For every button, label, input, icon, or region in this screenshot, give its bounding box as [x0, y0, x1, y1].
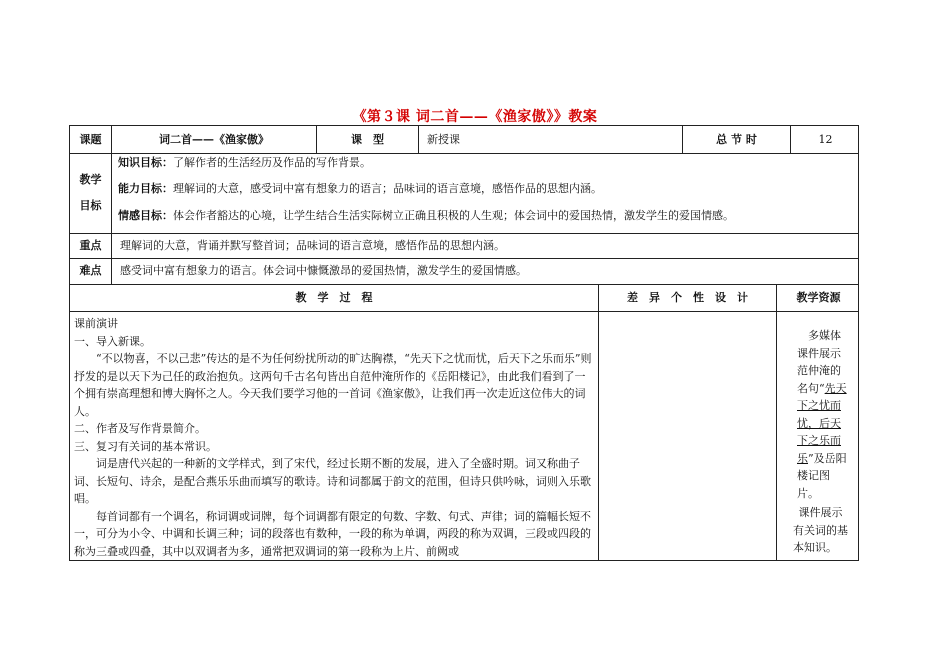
- type-value: [419, 126, 683, 153]
- ability-objective: 能力目标：理解词的大意，感受词中富有想象力的语言；品味词的语言意境，感悟作品的思想内涵。: [118, 182, 602, 195]
- process-column-header: 教 学 过 程: [70, 284, 599, 311]
- emotion-objective: 情感目标：体会作者豁达的心境，让学生结合生活实际树立正确且积极的人生观；体会词中的爱国热情，激发学生的爱国情感。: [118, 209, 734, 222]
- difficulty-text: 感受词中富有想象力的语言。体会词中慷慨激昂的爱国热情，激发学生的爱国情感。: [120, 264, 527, 277]
- header-row: [70, 126, 858, 154]
- process-paragraph: 每首词都有一个调名，称词调或词牌，每个词调都有限定的句数、字数、句式、声律；词的篇幅长短不一，可分为小令、中调和长调三种；词的段落也有数种，一段的称为单调，两段的称为双调，三段或四段的称为三叠或四叠，其中以双调者为多，通常把双调词的第一段称为上片、前阙或: [74, 509, 591, 558]
- resources-column-header: 教学资源: [796, 290, 841, 304]
- hours-value: 12: [818, 132, 833, 146]
- process-paragraph: 课前演讲: [74, 317, 118, 330]
- process-content: [70, 311, 599, 561]
- objectives-content: [112, 153, 859, 233]
- hours-label: 总 节 时: [683, 126, 791, 153]
- type-text: 新授课: [427, 132, 460, 146]
- key-point-row: [70, 233, 858, 259]
- type-label: 课 型: [317, 126, 419, 153]
- key-point-label: 重点: [70, 233, 112, 258]
- resource-note-multimedia: 多媒体课件展示范仲淹的名句“先天下之忧而忧，后天下之乐而乐”及岳阳楼记图片。: [797, 329, 847, 500]
- difficulty-label: 难点: [70, 258, 112, 284]
- topic-value: 词二首——《渔家傲》: [112, 126, 317, 153]
- process-paragraph: 二、作者及写作背景简介。: [74, 422, 206, 435]
- knowledge-objective: 知识目标：了解作者的生活经历及作品的写作背景。: [118, 156, 371, 169]
- process-paragraph: 词是唐代兴起的一种新的文学样式，到了宋代，经过长期不断的发展，进入了全盛时期。词又称曲子词、长短句、诗余，是配合燕乐乐曲而填写的歌诗。诗和词都属于韵文的范围，但诗只供吟咏，词则入乐歌唱。: [74, 457, 591, 505]
- difference-column-header: 差 异 个 性 设 计: [599, 284, 777, 311]
- resource-note-courseware: 课件展示有关词的基本知识。: [793, 506, 848, 554]
- lesson-plan-table: [69, 125, 859, 561]
- resources-content: [777, 311, 859, 561]
- objectives-label-line2: 目标: [79, 199, 102, 212]
- topic-label: 课题: [70, 126, 112, 153]
- process-paragraph: 三、复习有关词的基本常识。: [74, 439, 217, 453]
- columns-header-row: [70, 284, 858, 312]
- page-title: 《第３课 词二首——《渔家傲》》教案: [352, 109, 598, 125]
- objectives-row: [70, 153, 858, 234]
- difficulty-row: [70, 258, 858, 285]
- objectives-label-line1: 教学: [79, 173, 102, 186]
- key-point-text: 理解词的大意，背诵并默写整首词；品味词的语言意境，感悟作品的思想内涵。: [120, 238, 505, 252]
- process-body-row: [70, 311, 858, 561]
- objectives-label: [70, 153, 112, 233]
- process-paragraph: 一、导入新课。: [74, 334, 151, 348]
- process-text: [74, 315, 592, 560]
- process-paragraph: “不以物喜，不以己悲”传达的是不为任何纷扰所动的旷达胸襟，“先天下之忧而忧，后天下之乐而乐”则抒发的是以天下为己任的政治抱负。这两句千古名句皆出自范仲淹所作的《岳阳楼记》，由此我们看到了一个拥有崇高理想和博大胸怀之人。今天我们要学习他的一首词《渔家傲》，让我们再一次走近这位伟大的词人。: [74, 352, 592, 418]
- difference-content: [599, 311, 777, 561]
